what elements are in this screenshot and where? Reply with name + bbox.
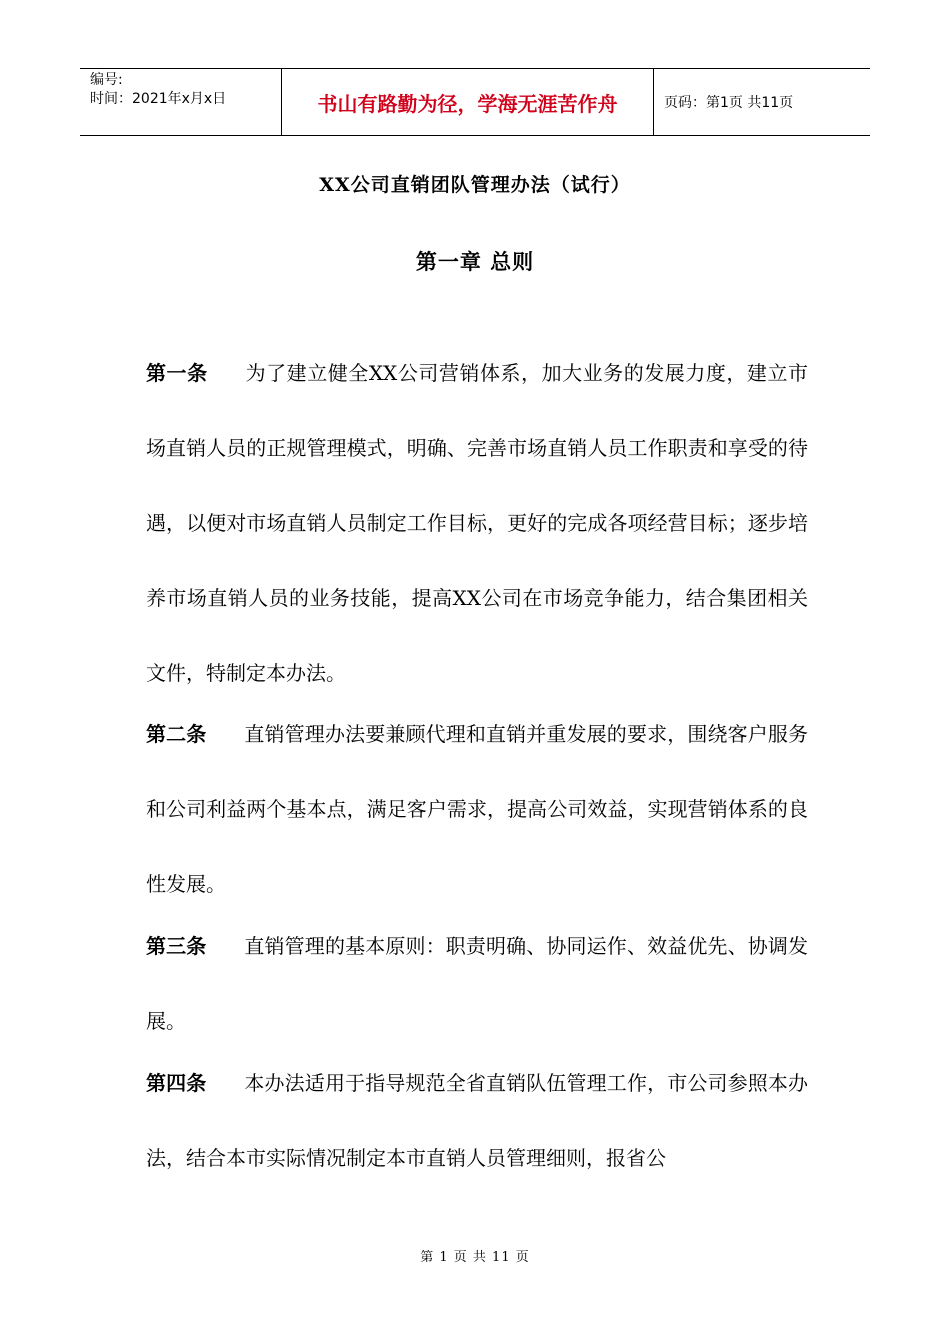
- article-label: 第一条: [146, 361, 208, 385]
- article-label: 第三条: [146, 934, 207, 958]
- article-label: 第四条: [146, 1071, 207, 1095]
- document-header: [80, 68, 870, 136]
- page-footer: 第 1 页 共 11 页: [420, 1250, 530, 1265]
- date-label: 时间：2021年x月x日: [90, 91, 227, 107]
- article-1: [146, 336, 808, 711]
- header-motto: 书山有路勤为径，学海无涯苦作舟: [282, 69, 654, 135]
- serial-number-label: 编号:: [90, 72, 123, 88]
- header-page-info: 页码：第1页 共11页: [664, 95, 794, 111]
- article-2: [146, 697, 808, 922]
- article-text: 本办法适用于指导规范全省直销队伍管理工作，市公司参照本办法，结合本市实际情况制定本市直销人员管理细则，报省公: [146, 1071, 809, 1170]
- article-4: [146, 1046, 808, 1196]
- article-label: 第二条: [146, 722, 207, 746]
- document-title: XX公司直销团队管理办法（试行）: [319, 174, 631, 196]
- article-3: [146, 909, 808, 1059]
- article-text: 直销管理办法要兼顾代理和直销并重发展的要求，围绕客户服务和公司利益两个基本点，满足客户需求，提高公司效益，实现营销体系的良性发展。: [146, 722, 809, 896]
- article-text: 为了建立健全XX公司营销体系，加大业务的发展力度，建立市场直销人员的正规管理模式，明确、完善市场直销人员工作职责和享受的待遇，以便对市场直销人员制定工作目标，更好的完成各项经营目标；逐步培养市场直销人员的业务技能，提高XX公司在市场竞争能力，结合集团相关文件，特制定本办法。: [146, 361, 808, 685]
- header-meta-cell: [80, 69, 282, 135]
- chapter-title: 第一章 总则: [415, 249, 535, 274]
- article-text: 直销管理的基本原则：职责明确、协同运作、效益优先、协调发展。: [146, 934, 809, 1033]
